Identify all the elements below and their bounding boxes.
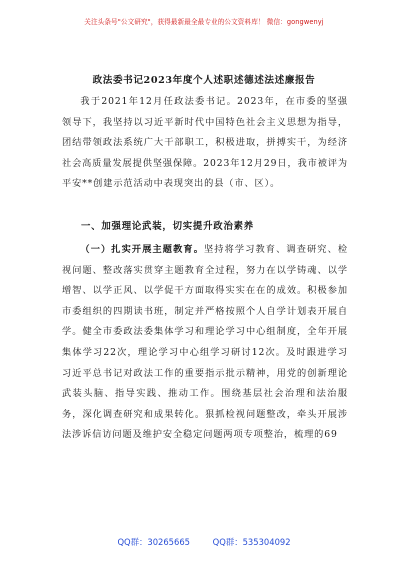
footer-qq-group-2: QQ群：535304092 [212, 537, 291, 547]
subsection-heading: （一）扎实开展主题教育。 [80, 244, 204, 255]
header-banner: 关注头条号"公文研究"，获得最新最全最专业的公文资料库！ 微信：gongwenyj [84, 18, 324, 26]
document-title: 政法委书记2023年度个人述职述德述法述廉报告 [92, 75, 316, 86]
body-paragraph [62, 240, 348, 446]
intro-paragraph: 我于2021年12月任政法委书记。2023年，在市委的坚强领导下，我坚持以习近平新时代中国特色社会主义思想为指导，团结带领政法系统广大干部职工，积极进取，拼搏实干，为经济社会高质量发展提供坚强保障。2023年12月29日，我市被评为平安**创建示范活动中表现突出的县（市、区）。 [62, 96, 348, 190]
footer-contacts [0, 536, 408, 548]
section-heading: 一、加强理论武装，切实提升政治素养 [81, 221, 254, 232]
subsection-body: 坚持将学习教育、调查研究、检视问题、整改落实贯穿主题教育全过程，努力在以学铸魂、以学增智、以学正风、以学促干方面取得实实在在的成效。积极参加市委组织的四期读书班，制定并严格按照个人自学计划表开展自学。健全市委政法委集体学习和理论学习中心组制度，全年开展集体学习22次，理论学习中心组学习研讨12次。及时跟进学习习近平总书记对政法工作的重要指示批示精神，用党的创新理论武装头脑、指导实践、推动工作。围绕基层社会治理和法治服务，深化调查研究和成果转化。狠抓检视问题整改，牵头开展涉法涉诉信访问题及维护安全稳定问题两项专项整治，梳理的69 [62, 244, 348, 441]
footer-qq-group-1: QQ群：30265665 [117, 537, 190, 547]
